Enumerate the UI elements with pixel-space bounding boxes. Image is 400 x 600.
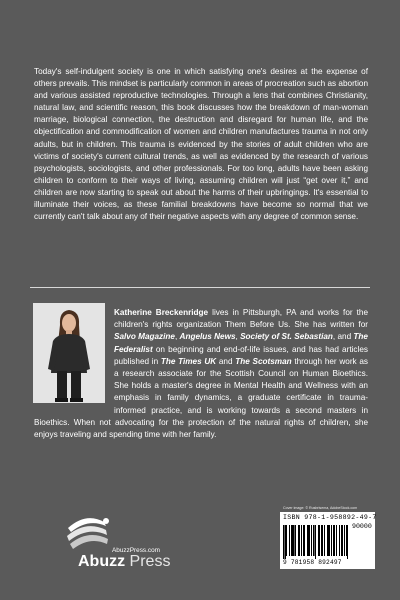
publication-name: The Times UK — [160, 356, 217, 366]
isbn-barcode — [280, 512, 375, 569]
publication-name: Society of St. Sebastian — [240, 332, 333, 342]
isbn-number: ISBN 978-1-958892-49-7 — [283, 514, 377, 521]
cover-image-credit: Cover image: © Rusbrisema, AdobeStock.com — [283, 506, 358, 510]
price-code: 90000 — [352, 523, 372, 530]
section-divider — [30, 287, 370, 288]
author-bio: Katherine Breckenridge lives in Pittsburgh, PA and works for the children's rights organization Them Before Us. She has written for Salvo Magazine, Angelus News, Society of St. Sebastian, and The Federalist on beginning and end-of-life issues, and has had articles published in The Times UK and The Scotsman through her work as a research associate for the Scottish Council on Human Bioethics. She holds a master's degree in Mental Health and Wellness with an emphasis in family dynamics, a graduate certificate in trauma-informed practice, and is working towards a second masters in Bioethics. When not advocating for the protection of the natural rights of children, she enjoys traveling and spending time with her family. — [34, 308, 368, 440]
publication-name: Angelus News — [179, 332, 236, 342]
publication-name: The Scotsman — [235, 356, 292, 366]
publisher-url[interactable]: AbuzzPress.com — [112, 547, 160, 554]
publisher-logo-text: Abuzz Press — [78, 553, 171, 570]
author-name: Katherine Breckenridge — [114, 308, 209, 317]
barcode-digits: 9 781958 892497 — [283, 559, 342, 566]
barcode-bars — [283, 525, 349, 559]
abuzz-press-logo-icon — [64, 514, 110, 554]
book-description: Today's self-indulgent society is one in which satisfying one's desires at the expense of others prevails. This mindset is particularly common in areas of procreation such as abortion and various assisted reproductive technologies. Through a lens that combines Christianity, natural law, and scientific reason, this book discusses how the breakdown of man-woman marriage, biological connection, the destruction and disregard for human life, and the objectification and commodification of women and children manufactures trauma in not only adults, but in children. This trauma is evidenced by the stories of adult children who are victims of society's current cultural trends, as well as evidenced by the research of various psychologists, sociologists, and other professionals. For too long, adults have been asking children to conform to their ways of living, assuming children will just “get over it,” and children are now starting to speak out about the harms of their upbringings. It's essential to illuminate their voices, as these familial breakdowns have become so normal that we currently can't talk about any of their negative aspects with any degree of common sense. — [34, 67, 368, 222]
publication-name: Salvo Magazine — [114, 332, 175, 342]
publication-name: The Federalist — [114, 332, 368, 354]
